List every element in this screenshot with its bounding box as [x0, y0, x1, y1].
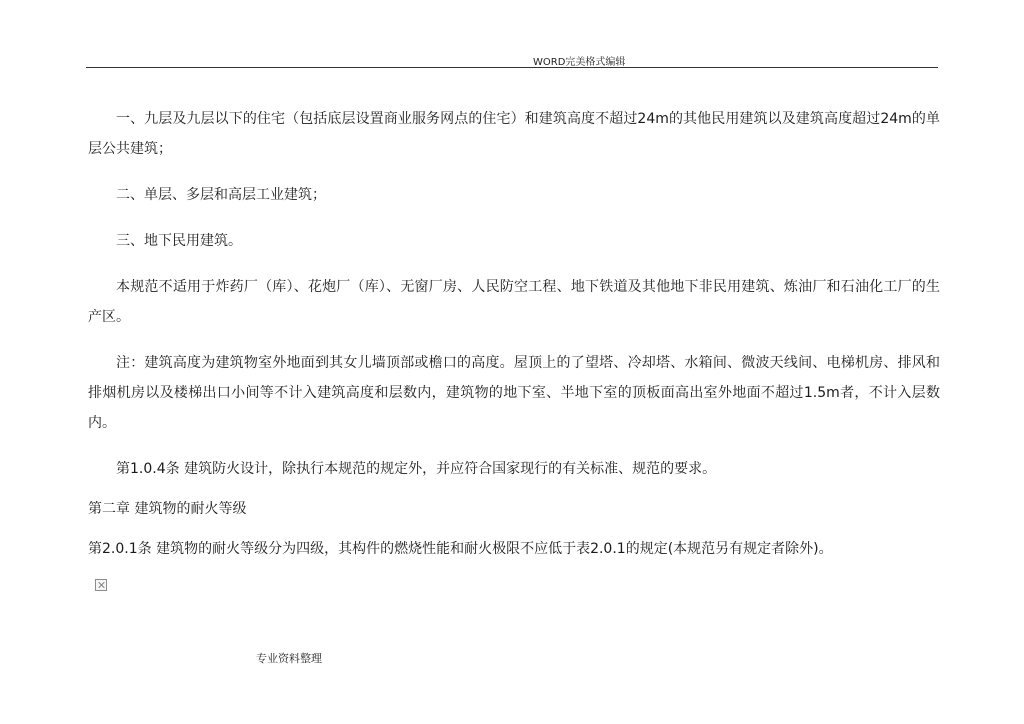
paragraph-item-3: 三、地下民用建筑。 — [116, 233, 242, 249]
chapter-heading: 第二章 建筑物的耐火等级 — [88, 501, 247, 517]
paragraph-scope-exclusion: 本规范不适用于炸药厂（库）、花炮厂（库）、无窗厂房、人民防空工程、地下铁道及其他地下非民用建筑、炼油厂和石油化工厂的生产区。 — [88, 279, 940, 325]
document-body — [88, 104, 940, 564]
page-header: WORD完美格式编辑 — [533, 57, 626, 68]
page-footer: 专业资料整理 — [256, 652, 322, 665]
paragraph-item-2: 二、单层、多层和高层工业建筑； — [116, 187, 326, 203]
paragraph-article-2-0-1: 第2.0.1条 建筑物的耐火等级分为四级，其构件的燃烧性能和耐火极限不应低于表2.0.1的规定(本规范另有规定者除外)。 — [88, 541, 833, 557]
header-divider — [86, 67, 938, 68]
broken-image-icon — [95, 579, 107, 591]
paragraph-item-1: 一、九层及九层以下的住宅（包括底层设置商业服务网点的住宅）和建筑高度不超过24m的其他民用建筑以及建筑高度超过24m的单层公共建筑； — [88, 111, 940, 157]
paragraph-article-1-0-4: 第1.0.4条 建筑防火设计，除执行本规范的规定外，并应符合国家现行的有关标准、规范的要求。 — [116, 461, 717, 477]
paragraph-note: 注：建筑高度为建筑物室外地面到其女儿墙顶部或檐口的高度。屋顶上的了望塔、冷却塔、水箱间、微波天线间、电梯机房、排风和排烟机房以及楼梯出口小间等不计入建筑高度和层数内，建筑物的地下室、半地下室的顶板面高出室外地面不超过1.5m者，不计入层数内。 — [88, 355, 940, 431]
